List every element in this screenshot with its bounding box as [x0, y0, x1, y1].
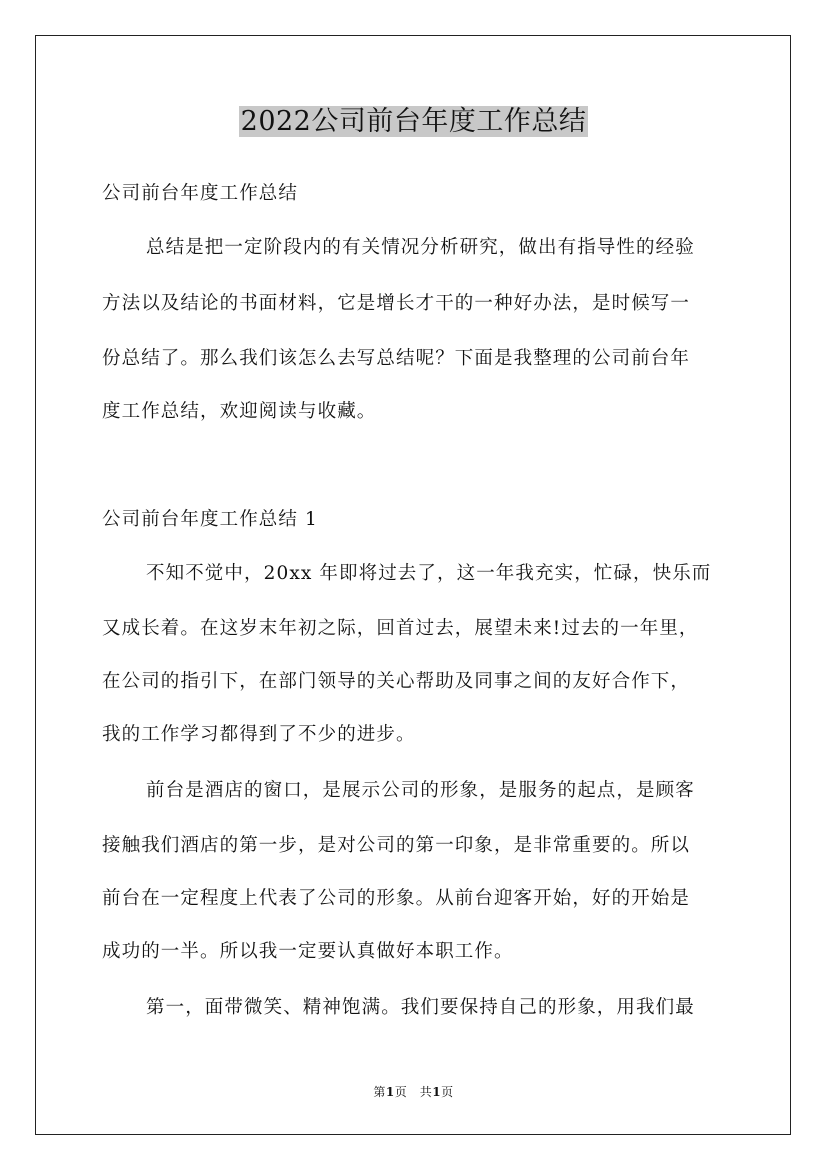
page-prefix: 第	[373, 1085, 386, 1099]
paragraph-line: 成功的一半。所以我一定要认真做好本职工作。	[102, 941, 514, 962]
paragraph-line: 在公司的指引下，在部门领导的关心帮助及同事之间的友好合作下，	[102, 671, 691, 692]
page-total: 1	[432, 1085, 442, 1099]
page-suffix: 页	[441, 1085, 454, 1099]
paragraph-line: 不知不觉中，20xx 年即将过去了，这一年我充实，忙碌，快乐而	[146, 563, 712, 584]
document-title-text: 2022公司前台年度工作总结	[240, 106, 587, 137]
paragraph-line: 前台是酒店的窗口，是展示公司的形象，是服务的起点，是顾客	[146, 780, 695, 801]
paragraph-line: 前台在一定程度上代表了公司的形象。从前台迎客开始，好的开始是	[102, 888, 691, 909]
paragraph-line: 接触我们酒店的第一步，是对公司的第一印象，是非常重要的。所以	[102, 835, 691, 856]
paragraph-line: 第一，面带微笑、精神饱满。我们要保持自己的形象，用我们最	[146, 997, 695, 1018]
section-heading: 公司前台年度工作总结 1	[102, 509, 318, 530]
document-title	[0, 100, 827, 144]
intro-line: 度工作总结，欢迎阅读与收藏。	[102, 401, 377, 422]
intro-line: 方法以及结论的书面材料，它是增长才干的一种好办法，是时候写一	[102, 293, 691, 314]
page-mid: 页 共	[394, 1085, 433, 1099]
intro-line: 份总结了。那么我们该怎么去写总结呢？下面是我整理的公司前台年	[102, 348, 691, 369]
paragraph-line: 又成长着。在这岁末年初之际，回首过去，展望未来!过去的一年里，	[102, 618, 699, 639]
page-current: 1	[385, 1085, 395, 1099]
section-heading: 公司前台年度工作总结	[102, 183, 299, 204]
paragraph-line: 我的工作学习都得到了不少的进步。	[102, 724, 416, 745]
intro-line: 总结是把一定阶段内的有关情况分析研究，做出有指导性的经验	[146, 237, 695, 258]
page-footer	[0, 1083, 827, 1101]
